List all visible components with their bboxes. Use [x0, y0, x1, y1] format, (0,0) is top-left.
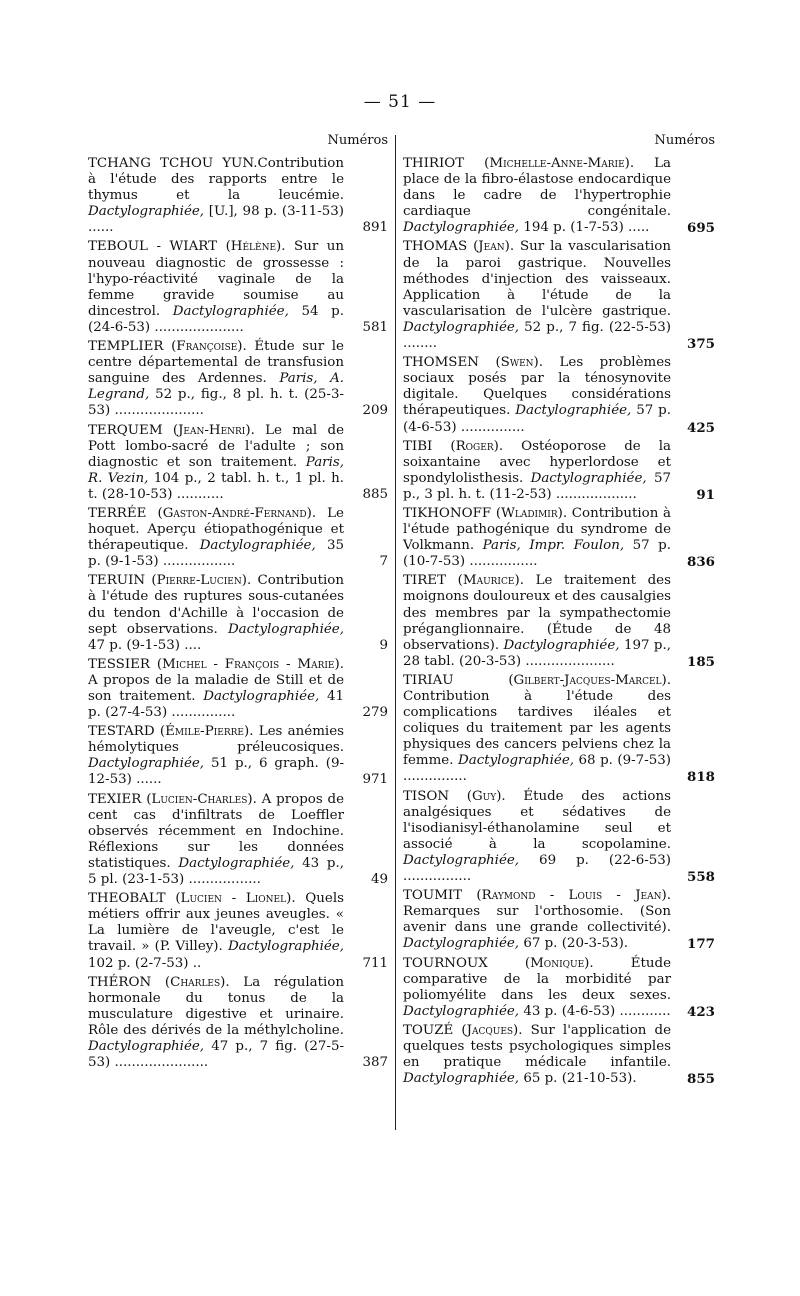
entry-number: 49 [370, 872, 388, 888]
bibliography-entry [88, 506, 388, 570]
publication: Dactylographiée, [530, 470, 647, 486]
author-name: TESSIER [88, 656, 150, 672]
bibliography-entry [403, 956, 715, 1020]
entry-text [403, 673, 671, 786]
publication: Dactylographiée, [88, 1038, 205, 1054]
entry-details: 43 p. (4-6-53) ............ [519, 1003, 671, 1019]
entry-details: 65 p. (21-10-53). [519, 1071, 637, 1087]
author-given-names: (Raymond - Louis - Jean) [476, 888, 667, 904]
entry-title: . Étude comparative de la morbidité par poliomyélite dans les deux sexes. [403, 955, 671, 1003]
publication: Dactylographiée, [88, 204, 205, 220]
publication: Dactylographiée, [203, 689, 320, 704]
author-given-names: (Hélène) [225, 239, 282, 255]
entry-title: . Les problèmes sociaux posés par la ténosynovite digitale. Quelques considérations thérapeutiques. [403, 355, 671, 419]
entry-details: [U.], 98 p. (3-11-53) ...... [88, 204, 344, 236]
entry-number: 885 [362, 486, 388, 502]
column-divider [395, 135, 396, 1130]
bibliography-entry [403, 506, 715, 570]
entry-title: . Remarques sur l'orthosomie. (Son avenir dans une grande collectivité). [403, 888, 671, 936]
entry-text [403, 239, 671, 352]
entry-title: Contribution à l'étude des rapports entre le thymus et la leucémie. [88, 156, 344, 204]
entry-title: . La régulation hormonale du tonus de la musculature digestive et urinaire. Rôle des dérivés de la méthylcholine. [88, 974, 344, 1038]
entry-title: . Sur la vascularisation de la paroi gastrique. Nouvelles méthodes d'injection des vaisseaux. Application à l'étude de la vascularisation de l'ulcère gastrique. [403, 239, 671, 319]
column-header: Numéros [327, 133, 388, 148]
author-name: TISON [403, 788, 450, 804]
entry-title: . Étude sur le centre départemental de transfusion sanguine des Ardennes. [88, 339, 344, 387]
author-name: TIRET [403, 573, 447, 589]
bibliography-entry [403, 888, 715, 952]
bibliography-entry [403, 789, 715, 886]
author-name: TOURNOUX [403, 955, 488, 971]
publication: Dactylographiée, [88, 756, 205, 772]
bibliography-entry [403, 355, 715, 435]
author-given-names: (Jean-Henri) [172, 422, 251, 438]
entry-text [88, 156, 344, 236]
entry-title: . Sur un nouveau diagnostic de grossesse : l'hypo-réactivité vaginale de la femme gravide soumise au dincestrol. [88, 239, 344, 319]
right-column [403, 133, 715, 1090]
publication: Dactylographiée, [227, 939, 344, 955]
author-given-names: (Françoise) [171, 339, 243, 355]
bibliography-entry [88, 792, 388, 889]
entry-list [403, 156, 715, 1087]
author-given-names: (Jacques) [461, 1022, 519, 1038]
entry-number: 209 [362, 403, 388, 419]
bibliography-entry [403, 156, 715, 236]
author-name: TERUIN [88, 573, 146, 589]
publication: Dactylographiée, [515, 403, 632, 419]
entry-details: 52 p., fig., 8 pl. h. t. (25-3-53) ..................... [88, 387, 344, 419]
entry-title: . Les anémies hémolytiques préleucosiques. [88, 724, 344, 756]
column-header: Numéros [654, 133, 715, 148]
author-given-names: (Charles) [164, 974, 226, 990]
entry-number: 7 [379, 554, 388, 570]
entry-title: . Ostéoporose de la soixantaine avec hyperlordose et spondylolisthesis. [403, 438, 671, 486]
author-given-names: (Monique) [524, 955, 590, 971]
entry-text [88, 423, 344, 503]
entry-details: 51 p., 6 graph. (9-12-53) ...... [88, 756, 344, 788]
publication: Dactylographiée, [457, 753, 575, 769]
entry-title: . Le hoquet. Aperçu étiopathogénique et thérapeutique. [88, 505, 344, 554]
entry-text [403, 506, 671, 570]
entry-details: 57 p. (10-7-53) ................ [403, 538, 671, 570]
bibliography-entry [88, 239, 388, 336]
publication: Dactylographiée, [199, 538, 316, 554]
entry-details: 54 p. (24-6-53) ..................... [88, 303, 344, 335]
entry-text [88, 573, 344, 653]
entry-number: 836 [687, 554, 715, 571]
entry-text [403, 956, 671, 1020]
entry-text [403, 1023, 671, 1087]
bibliography-entry [88, 975, 388, 1072]
author-name: TOUZÉ [403, 1022, 454, 1038]
entry-number: 971 [362, 772, 388, 788]
author-name: THEOBALT [88, 891, 166, 907]
entry-details: 35 p. (9-1-53) ................. [88, 538, 344, 570]
author-name: TEXIER [88, 791, 142, 807]
author-name: THIRIOT [403, 156, 465, 171]
entry-details: 67 p. (20-3-53). [519, 936, 629, 952]
left-column [88, 133, 388, 1074]
entry-text [403, 439, 671, 503]
page-number: — 51 — [363, 92, 437, 112]
author-given-names: (Guy) [466, 788, 502, 804]
entry-number: 818 [687, 769, 715, 786]
bibliography-entry [403, 573, 715, 670]
author-name: TOUMIT [403, 888, 463, 904]
entry-details: 57 p. (4-6-53) ............... [403, 403, 671, 435]
entry-text [403, 156, 671, 236]
publication: Dactylographiée, [227, 621, 344, 637]
bibliography-entry [403, 439, 715, 503]
author-name: TIKHONOFF [403, 505, 492, 521]
bibliography-entry [88, 573, 388, 653]
entry-text [88, 975, 344, 1072]
entry-text [88, 891, 344, 971]
entry-details: 194 p. (1-7-53) ..... [519, 220, 650, 236]
publication: Dactylographiée, [172, 303, 289, 319]
entry-details: 43 p., 5 pl. (23-1-53) ................. [88, 855, 344, 888]
author-given-names: (Pierre-Lucien) [151, 573, 247, 589]
publication: Dactylographiée, [178, 855, 295, 871]
author-given-names: (Émile-Pierre) [159, 724, 250, 740]
author-given-names: (Wladimir) [495, 505, 563, 521]
entry-number: 91 [696, 486, 715, 503]
entry-title: . A propos de la maladie de Still et de son traitement. [88, 656, 344, 704]
author-given-names: (Roger) [450, 438, 499, 454]
bibliography-entry [88, 423, 388, 503]
entry-number: 425 [687, 419, 715, 436]
entry-text [403, 789, 671, 886]
entry-details: 102 p. (2-7-53) .. [88, 955, 202, 971]
bibliography-entry [403, 1023, 715, 1087]
author-name: TERRÉE [88, 505, 147, 521]
publication: Paris, R. Vezin, [88, 454, 344, 486]
entry-number: 558 [687, 869, 715, 886]
entry-text [403, 573, 671, 670]
author-given-names: (Gilbert-Jacques-Marcel) [508, 672, 667, 688]
entry-text [403, 355, 671, 435]
entry-details: 68 p. (9-7-53) ............... [403, 753, 671, 785]
entry-details: 69 p. (22-6-53) ................ [403, 852, 671, 885]
entry-number: 855 [687, 1071, 715, 1088]
bibliography-entry [88, 156, 388, 236]
entry-number: 891 [362, 220, 388, 236]
entry-number: 177 [687, 936, 715, 953]
author-name: THOMAS [403, 239, 468, 255]
publication: Dactylographiée, [403, 852, 520, 868]
entry-details: 41 p. (27-4-53) ............... [88, 689, 345, 721]
bibliography-entry [88, 891, 388, 971]
publication: Dactylographiée, [403, 1003, 520, 1019]
author-name: TIRIAU [403, 672, 454, 688]
entry-title: . Contribution à l'étude des ruptures sous-cutanées du tendon d'Achille à l'occasion de sept observations. [88, 573, 344, 637]
entry-number: 387 [362, 1055, 388, 1071]
bibliography-entry [88, 657, 388, 721]
entry-number: 711 [362, 955, 388, 971]
publication: Dactylographiée, [503, 637, 620, 653]
entry-details: 52 p., 7 fig. (22-5-53) ........ [403, 319, 671, 352]
entry-title: . Quels métiers offrir aux jeunes aveugles. « La lumière de l'aveugle, c'est le travail. » (P. Villey). [88, 891, 344, 955]
author-name: THÉRON [88, 974, 152, 990]
bibliography-entry [403, 239, 715, 352]
author-name: TERQUEM [88, 422, 163, 438]
entry-title: . Contribution à l'étude pathogénique du syndrome de Volkmann. [403, 505, 672, 554]
entry-number: 581 [362, 319, 388, 335]
entry-text [88, 724, 344, 788]
entry-number: 695 [687, 220, 715, 237]
bibliography-entry [403, 673, 715, 786]
entry-text [88, 339, 344, 419]
author-given-names: (Swen) [495, 355, 539, 371]
entry-details: 47 p., 7 fig. (27-5-53) ...................... [88, 1038, 344, 1071]
entry-text [403, 888, 671, 952]
author-given-names: (Lucien - Lionel) [175, 891, 292, 907]
author-name: TIBI [403, 438, 433, 454]
author-name: TEMPLIER [88, 339, 164, 355]
author-given-names: (Gaston-André-Fernand) [157, 505, 312, 521]
bibliography-entry [88, 339, 388, 419]
entry-title: . Le mal de Pott lombo-sacré de l'adulte ; son diagnostic et son traitement. [88, 422, 344, 470]
publication: Paris, A. Legrand, [88, 371, 345, 403]
entry-number: 375 [687, 336, 715, 353]
entry-text [88, 792, 344, 889]
entry-text [88, 239, 344, 336]
publication: Dactylographiée, [403, 319, 520, 335]
publication: Dactylographiée, [403, 1071, 520, 1087]
entry-number: 9 [379, 637, 388, 653]
entry-text [88, 506, 344, 570]
entry-title: . La place de la fibro-élastose endocardique dans le cadre de l'hypertrophie cardiaque congénitale. [403, 156, 671, 220]
author-name: TEBOUL - WIART [88, 239, 218, 255]
entry-title: . Contribution à l'étude des complications tardives iléales et coliques du traitement par les agents physiques des cancers pelviens chez la femme. [403, 672, 671, 769]
bibliography-entry [88, 724, 388, 788]
entry-number: 279 [362, 705, 388, 721]
publication: Dactylographiée, [403, 936, 520, 952]
author-given-names: (Michelle-Anne-Marie) [484, 156, 630, 171]
entry-number: 185 [687, 653, 715, 670]
publication: Dactylographiée, [403, 220, 520, 236]
entry-details: 104 p., 2 tabl. h. t., 1 pl. h. t. (28-10-53) ........... [88, 470, 344, 502]
author-given-names: (Lucien-Charles) [146, 791, 253, 807]
publication: Paris, Impr. Foulon, [482, 538, 625, 554]
author-given-names: (Maurice) [457, 573, 520, 589]
entry-number: 423 [687, 1003, 715, 1020]
entry-details: 57 p., 3 pl. h. t. (11-2-53) ................... [403, 470, 671, 502]
author-name: THOMSEN [403, 355, 479, 371]
entry-title: . A propos de cent cas d'infiltrats de Loeffler observés récemment en Indochine. Réflexions sur les données statistiques. [88, 791, 344, 871]
author-given-names: (Michel - François - Marie) [156, 656, 340, 672]
author-name: TCHANG TCHOU YUN. [88, 156, 258, 171]
author-given-names: (Jean) [473, 239, 510, 255]
entry-title: . Étude des actions analgésiques et sédatives de l'isodianisyl-éthanolamine seul et associé à la scopolamine. [403, 788, 671, 852]
entry-details: 47 p. (9-1-53) .... [88, 637, 202, 653]
entry-text [88, 657, 344, 721]
entry-title: . Sur l'application de quelques tests psychologiques simples en pratique médicale infantile. [403, 1022, 671, 1071]
entry-list [88, 156, 388, 1071]
entry-title: . Le traitement des moignons douloureux et des causalgies des membres par la sympathectomie préganglionnaire. (Étude de 48 observations). [403, 573, 671, 653]
author-name: TESTARD [88, 724, 155, 740]
entry-details: 197 p., 28 tabl. (20-3-53) ..................... [403, 637, 671, 669]
